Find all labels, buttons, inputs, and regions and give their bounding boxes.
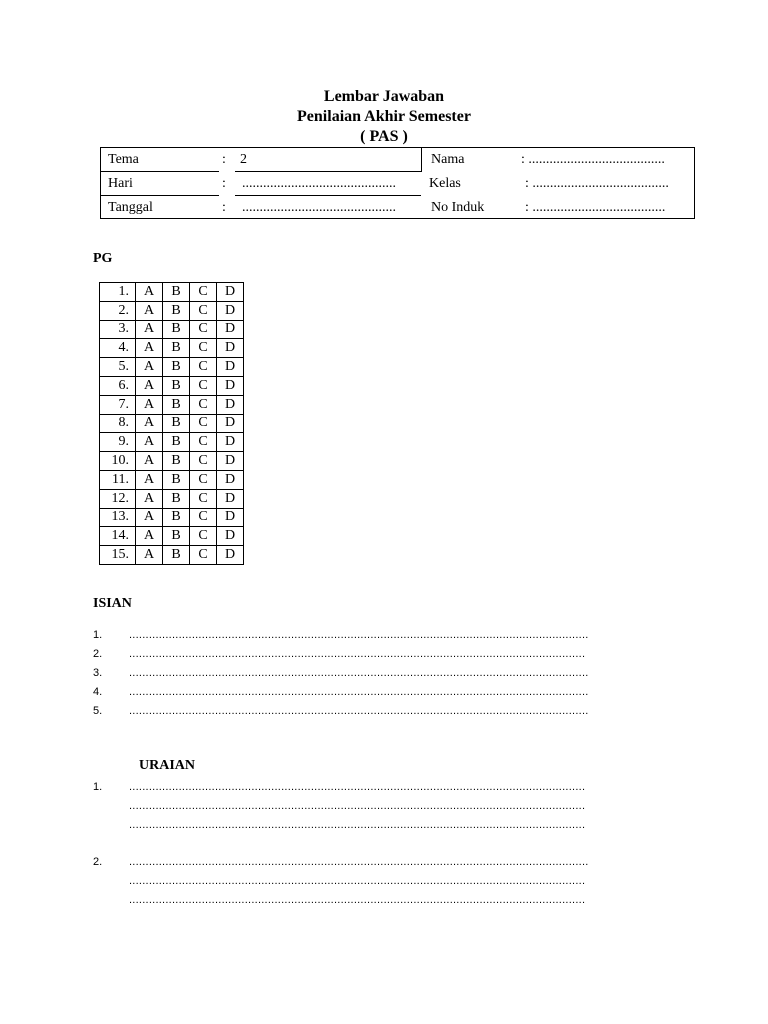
pg-row [100,320,244,339]
pg-row [100,395,244,414]
question-number: 12. [100,489,136,508]
option-d[interactable]: D [217,546,244,565]
value-nama[interactable]: : ....................................... [521,152,665,167]
option-d[interactable]: D [217,320,244,339]
sheet-code: ( PAS ) [360,128,408,145]
item-number: 5. [93,705,103,717]
option-b[interactable]: B [163,546,190,565]
item-number: 1. [93,629,103,641]
pg-row [100,301,244,320]
option-b[interactable]: B [163,470,190,489]
question-number: 8. [100,414,136,433]
pg-row [100,358,244,377]
option-d[interactable]: D [217,452,244,471]
option-b[interactable]: B [163,452,190,471]
multiple-choice-table [99,282,244,565]
pg-row [100,339,244,358]
option-c[interactable]: C [190,508,217,527]
option-b[interactable]: B [163,527,190,546]
separator: : [222,152,226,167]
option-c[interactable]: C [190,527,217,546]
question-number: 3. [100,320,136,339]
question-number: 7. [100,395,136,414]
option-d[interactable]: D [217,470,244,489]
option-b[interactable]: B [163,320,190,339]
pg-row [100,433,244,452]
option-c[interactable]: C [190,301,217,320]
option-d[interactable]: D [217,527,244,546]
pg-row [100,452,244,471]
info-row-tema [101,148,694,172]
pg-row [100,546,244,565]
answer-line[interactable]: ........................................................................................................................................... [129,705,589,717]
option-a[interactable]: A [136,489,163,508]
section-heading-pg: PG [93,251,113,266]
question-number: 9. [100,433,136,452]
option-a[interactable]: A [136,508,163,527]
label-hari: Hari [108,176,133,191]
option-a[interactable]: A [136,395,163,414]
answer-line[interactable]: .......................................................................................................................................... [129,800,586,812]
pg-row [100,527,244,546]
question-number: 2. [100,301,136,320]
value-tanggal[interactable]: ............................................ [242,200,396,215]
option-d[interactable]: D [217,376,244,395]
question-number: 6. [100,376,136,395]
answer-line[interactable]: .......................................................................................................................................... [129,894,586,906]
identity-table [100,147,695,219]
option-a[interactable]: A [136,376,163,395]
option-d[interactable]: D [217,433,244,452]
pg-row [100,283,244,302]
info-row-tanggal [101,196,694,220]
option-c[interactable]: C [190,546,217,565]
section-heading-uraian: URAIAN [139,758,195,773]
answer-line[interactable]: ........................................................................................................................................... [129,667,589,679]
option-a[interactable]: A [136,470,163,489]
question-number: 4. [100,339,136,358]
option-c[interactable]: C [190,376,217,395]
answer-line[interactable]: .......................................................................................................................................... [129,648,586,660]
option-b[interactable]: B [163,283,190,302]
item-number: 2. [93,856,103,868]
option-a[interactable]: A [136,301,163,320]
sheet-subtitle: Penilaian Akhir Semester [297,108,471,125]
pg-row [100,508,244,527]
question-number: 15. [100,546,136,565]
answer-line[interactable]: .......................................................................................................................................... [129,819,586,831]
option-d[interactable]: D [217,339,244,358]
option-a[interactable]: A [136,283,163,302]
option-b[interactable]: B [163,414,190,433]
option-a[interactable]: A [136,527,163,546]
value-no-induk[interactable]: : ...................................... [525,200,666,215]
option-a[interactable]: A [136,433,163,452]
answer-line[interactable]: ........................................................................................................................................... [129,629,589,641]
option-b[interactable]: B [163,395,190,414]
option-c[interactable]: C [190,433,217,452]
pg-row [100,414,244,433]
option-b[interactable]: B [163,376,190,395]
info-row-hari [101,172,694,196]
option-c[interactable]: C [190,470,217,489]
answer-line[interactable]: ........................................................................................................................................... [129,686,589,698]
value-hari[interactable]: ............................................ [242,176,396,191]
option-d[interactable]: D [217,489,244,508]
option-b[interactable]: B [163,489,190,508]
pg-row [100,376,244,395]
separator: : [222,176,226,191]
option-d[interactable]: D [217,395,244,414]
answer-line[interactable]: ........................................................................................................................................... [129,856,589,868]
section-heading-isian: ISIAN [93,596,132,611]
option-d[interactable]: D [217,283,244,302]
option-a[interactable]: A [136,358,163,377]
option-b[interactable]: B [163,301,190,320]
option-c[interactable]: C [190,358,217,377]
question-number: 10. [100,452,136,471]
option-c[interactable]: C [190,283,217,302]
option-b[interactable]: B [163,433,190,452]
label-nama: Nama [431,152,465,167]
option-d[interactable]: D [217,414,244,433]
option-c[interactable]: C [190,452,217,471]
answer-line[interactable]: .......................................................................................................................................... [129,781,586,793]
label-tema: Tema [108,152,139,167]
value-kelas[interactable]: : ....................................... [525,176,669,191]
option-a[interactable]: A [136,414,163,433]
option-c[interactable]: C [190,320,217,339]
option-b[interactable]: B [163,358,190,377]
label-no-induk: No Induk [431,200,485,215]
question-number: 14. [100,527,136,546]
option-a[interactable]: A [136,452,163,471]
separator: : [222,200,226,215]
option-b[interactable]: B [163,339,190,358]
question-number: 5. [100,358,136,377]
value-tema[interactable]: 2 [240,152,247,167]
option-c[interactable]: C [190,395,217,414]
option-a[interactable]: A [136,546,163,565]
question-number: 13. [100,508,136,527]
item-number: 3. [93,667,103,679]
answer-line[interactable]: .......................................................................................................................................... [129,875,586,887]
pg-row [100,470,244,489]
item-number: 4. [93,686,103,698]
item-number: 2. [93,648,103,660]
option-d[interactable]: D [217,508,244,527]
option-c[interactable]: C [190,339,217,358]
option-c[interactable]: C [190,489,217,508]
option-a[interactable]: A [136,320,163,339]
item-number: 1. [93,781,103,793]
question-number: 1. [100,283,136,302]
option-c[interactable]: C [190,414,217,433]
option-d[interactable]: D [217,358,244,377]
option-b[interactable]: B [163,508,190,527]
option-d[interactable]: D [217,301,244,320]
sheet-title: Lembar Jawaban [323,88,445,105]
question-number: 11. [100,470,136,489]
pg-row [100,489,244,508]
label-kelas: Kelas [429,176,461,191]
option-a[interactable]: A [136,339,163,358]
label-tanggal: Tanggal [108,200,153,215]
